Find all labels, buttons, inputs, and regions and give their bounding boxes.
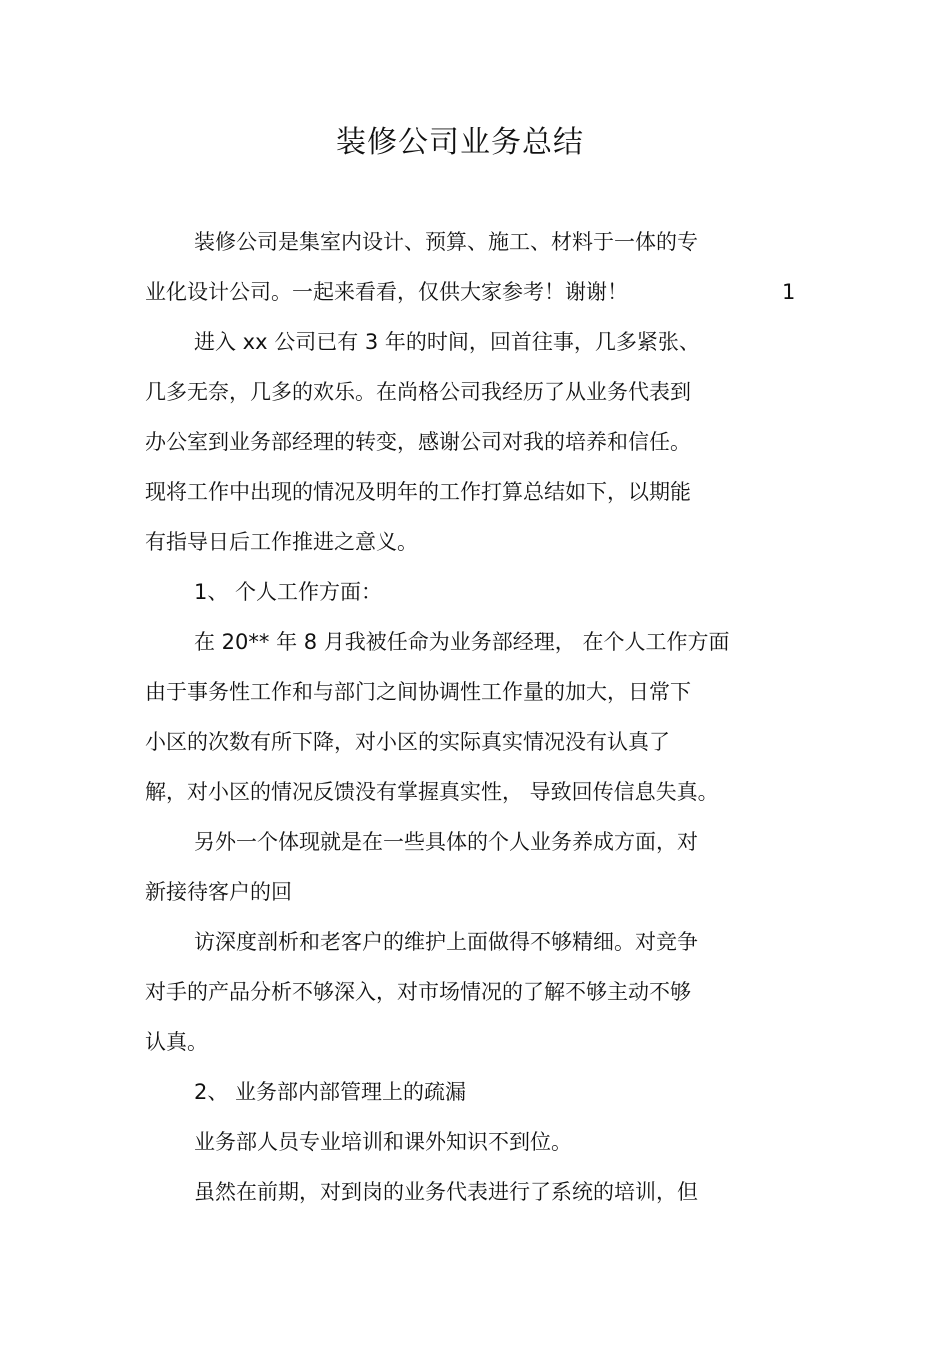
paragraph-line: 在 20** 年 8 月我被任命为业务部经理， 在个人工作方面 [194, 630, 730, 654]
paragraph-line: 有指导日后工作推进之意义。 [145, 530, 418, 554]
paragraph-line: 办公室到业务部经理的转变，感谢公司对我的培养和信任。 [145, 430, 691, 454]
paragraph-line: 认真。 [145, 1030, 208, 1054]
paragraph-line: 对手的产品分析不够深入，对市场情况的了解不够主动不够 [145, 980, 691, 1004]
paragraph-line: 由于事务性工作和与部门之间协调性工作量的加大，日常下 [145, 680, 691, 704]
section-heading: 2、 业务部内部管理上的疏漏 [194, 1080, 467, 1104]
paragraph-line: 解，对小区的情况反馈没有掌握真实性， 导致回传信息失真。 [145, 780, 719, 804]
paragraph-line: 另外一个体现就是在一些具体的个人业务养成方面，对 [194, 830, 698, 854]
paragraph-line: 装修公司是集室内设计、预算、施工、材料于一体的专 [194, 230, 698, 254]
paragraph-line: 现将工作中出现的情况及明年的工作打算总结如下，以期能 [145, 480, 691, 504]
paragraph-line: 虽然在前期，对到岗的业务代表进行了系统的培训，但 [194, 1180, 698, 1204]
paragraph-line: 进入 xx 公司已有 3 年的时间，回首往事，几多紧张、 [194, 330, 700, 354]
paragraph-line: 几多无奈，几多的欢乐。在尚格公司我经历了从业务代表到 [145, 380, 691, 404]
section-heading: 1、 个人工作方面： [194, 580, 383, 604]
paragraph-line: 小区的次数有所下降，对小区的实际真实情况没有认真了 [145, 730, 670, 754]
page-number: 1 [782, 280, 796, 304]
paragraph-line: 业务部人员专业培训和课外知识不到位。 [194, 1130, 572, 1154]
paragraph-line: 访深度剖析和老客户的维护上面做得不够精细。对竞争 [194, 930, 698, 954]
paragraph-line: 新接待客户的回 [145, 880, 292, 904]
document-title: 装修公司业务总结 [336, 125, 584, 160]
paragraph-line: 业化设计公司。一起来看看，仅供大家参考！谢谢！ [145, 280, 628, 304]
